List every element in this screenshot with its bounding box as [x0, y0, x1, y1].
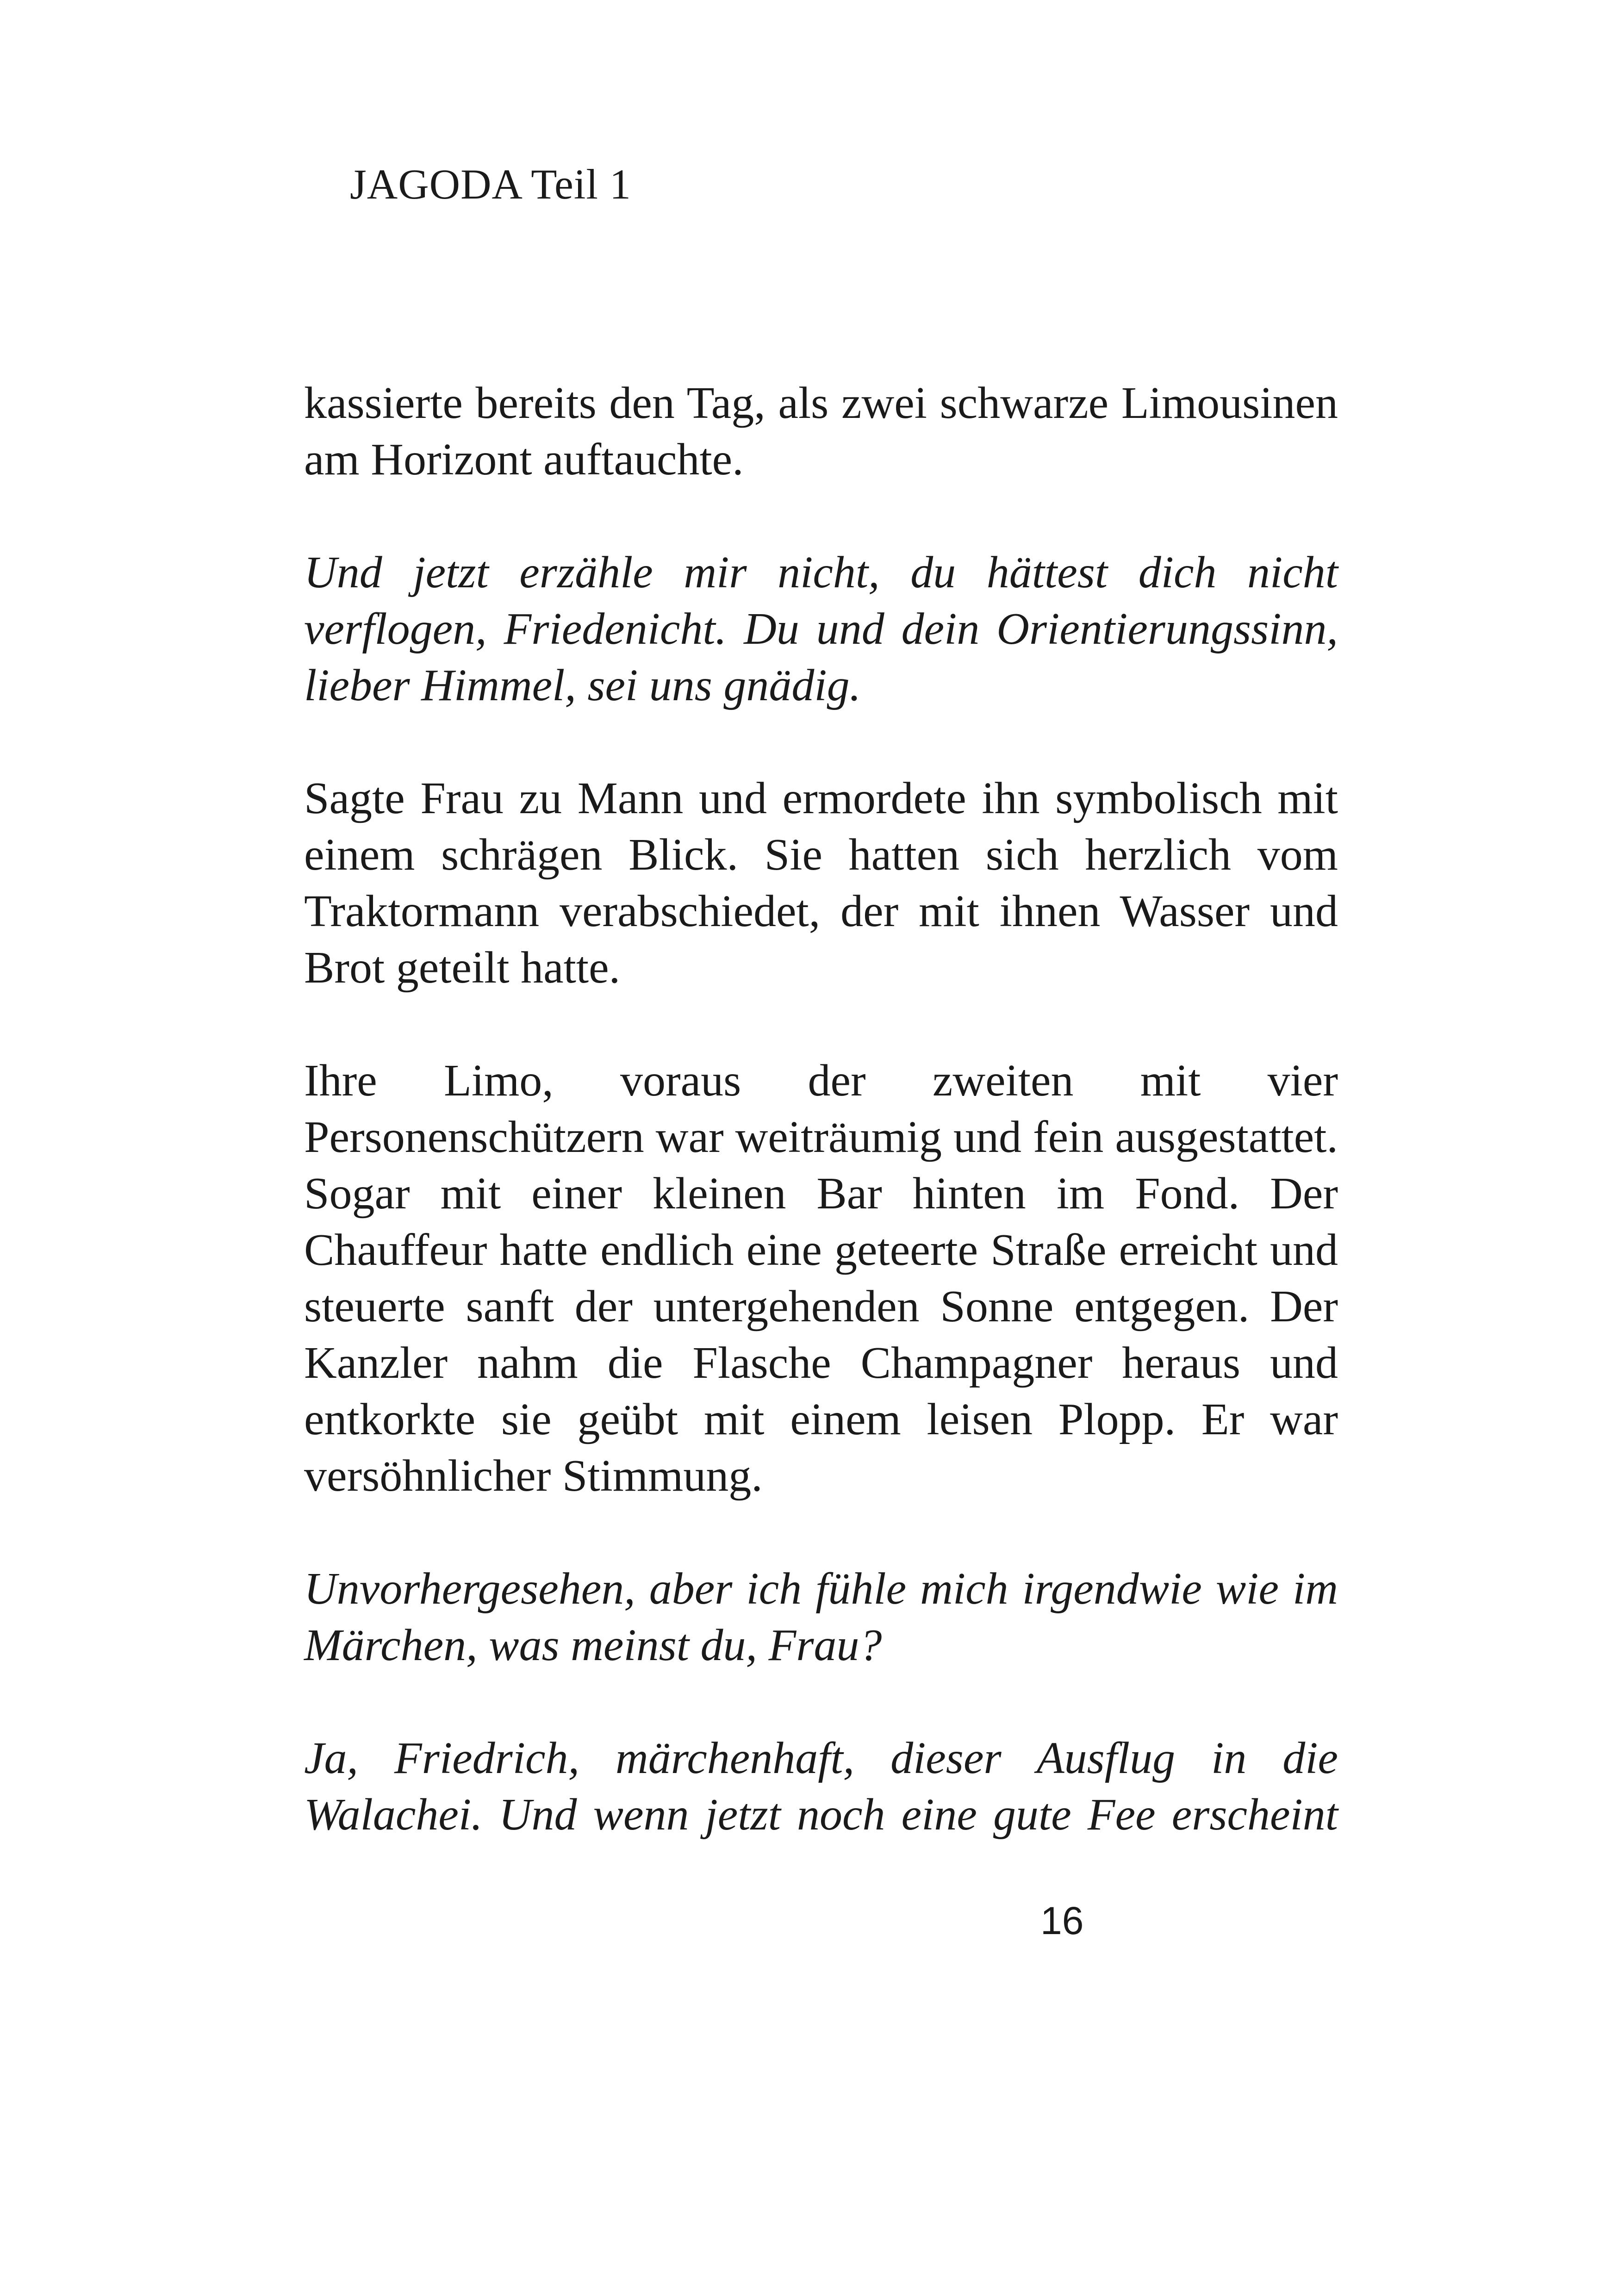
dialogue-paragraph: Ja, Friedrich, märchenhaft, dieser Ausflug in die Walachei. Und wenn jetzt noch eine gute Fee erscheint — [304, 1733, 1338, 1840]
dialogue-paragraph: Und jetzt erzähle mir nicht, du hättest dich nicht verflogen, Friedenicht. Du und dein Orientierungssinn, lieber Himmel, sei uns gnädig. — [304, 548, 1338, 710]
paragraph: Ihre Limo, voraus der zweiten mit vier Personenschützern war weiträumig und fein ausgestattet. Sogar mit einer kleinen Bar hinten im Fond. Der Chauffeur hatte endlich eine geteerte Straße erreicht und steuerte sanft der untergehenden Sonne entgegen. Der Kanzler nahm die Flasche Champagner heraus und entkorkte sie geübt mit einem leisen Plopp. Er war versöhnlicher Stimmung. — [304, 1056, 1338, 1501]
body-text — [304, 375, 1338, 1899]
page-number: 16 — [1040, 1899, 1084, 1942]
dialogue-paragraph: Unvorhergesehen, aber ich fühle mich irgendwie wie im Märchen, was meinst du, Frau? — [304, 1564, 1338, 1670]
paragraph: kassierte bereits den Tag, als zwei schwarze Limousinen am Horizont auftauchte. — [304, 378, 1338, 485]
running-header: JAGODA Teil 1 — [350, 161, 631, 208]
paragraph: Sagte Frau zu Mann und ermordete ihn symbolisch mit einem schrägen Blick. Sie hatten sich herzlich vom Traktormann verabschiedet, der mit ihnen Wasser und Brot geteilt hatte. — [304, 773, 1338, 993]
